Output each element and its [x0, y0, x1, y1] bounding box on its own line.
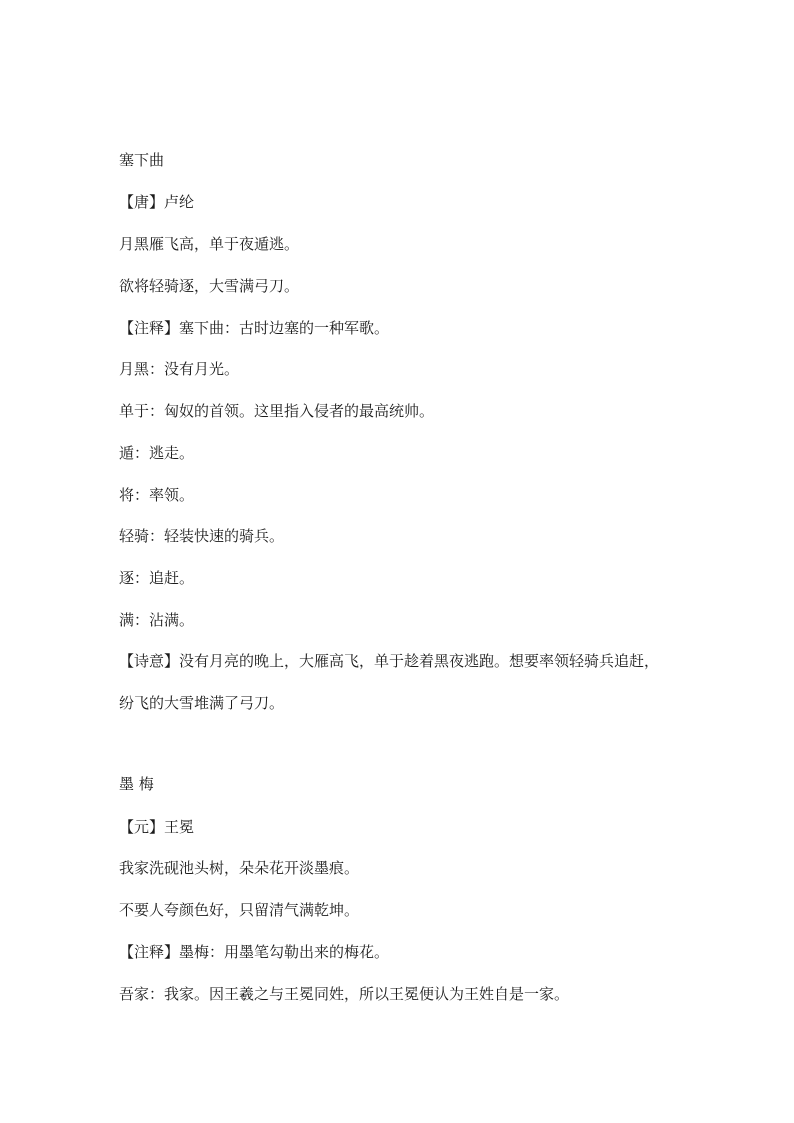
annotation-line: 月黑：没有月光。: [119, 360, 240, 378]
annotation-line: 单于：匈奴的首领。这里指入侵者的最高统帅。: [119, 402, 435, 420]
annotation-line: 遁：逃走。: [119, 444, 195, 462]
annotation-line: 吾家：我家。因王羲之与王冕同姓，所以王冕便认为王姓自是一家。: [119, 985, 570, 1003]
annotation-line: 轻骑：轻装快速的骑兵。: [119, 527, 285, 545]
annotation-line: 【注释】塞下曲：古时边塞的一种军歌。: [119, 319, 390, 337]
poem-title: 塞下曲: [119, 151, 165, 169]
annotation-line: 【注释】墨梅：用墨笔勾勒出来的梅花。: [119, 943, 390, 961]
poem-line: 不要人夸颜色好，只留清气满乾坤。: [119, 901, 360, 919]
poem-author: 【唐】卢纶: [119, 193, 195, 211]
annotation-line: 将：率领。: [119, 486, 195, 504]
poem-line: 我家洗砚池头树，朵朵花开淡墨痕。: [119, 859, 360, 877]
poem-line: 欲将轻骑逐，大雪满弓刀。: [119, 277, 300, 295]
poem-line: 月黑雁飞高，单于夜遁逃。: [119, 235, 300, 253]
meaning-line: 纷飞的大雪堆满了弓刀。: [119, 694, 285, 712]
poem-title: 墨 梅: [119, 775, 154, 793]
annotation-line: 逐：追赶。: [119, 569, 195, 587]
poem-author: 【元】王冕: [119, 818, 195, 836]
meaning-line: 【诗意】没有月亮的晚上，大雁高飞，单于趁着黑夜逃跑。想要率领轻骑兵追赶，: [119, 652, 660, 670]
annotation-line: 满：沾满。: [119, 611, 195, 629]
